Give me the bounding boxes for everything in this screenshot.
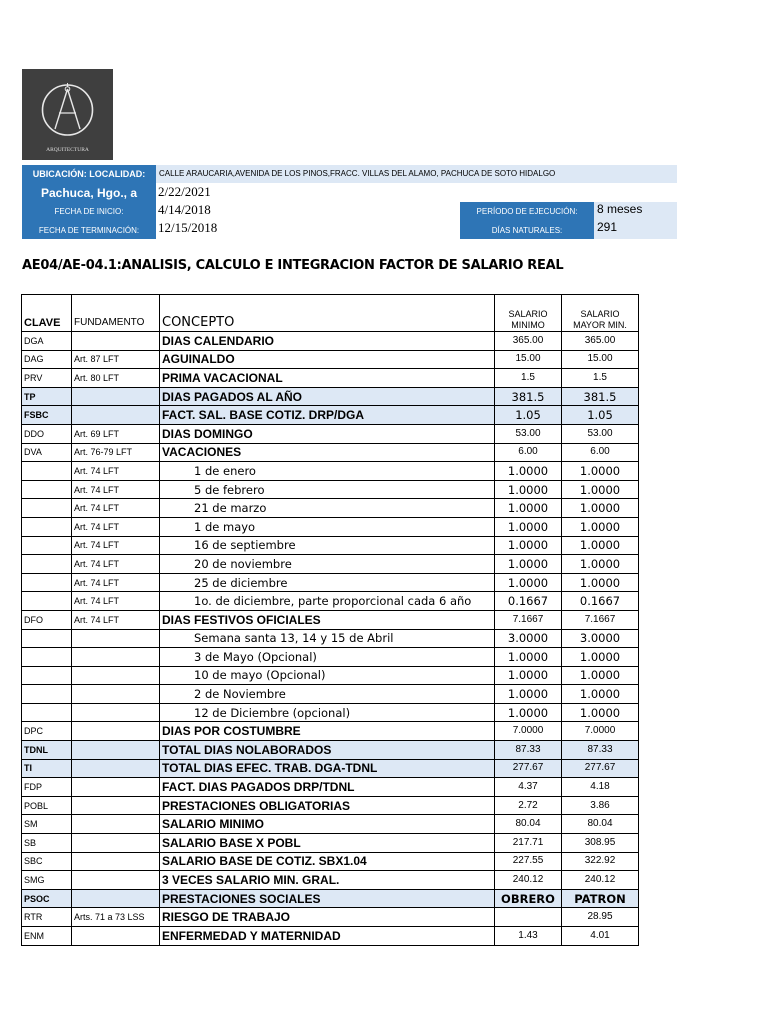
row-concepto: 20 de noviembre: [160, 555, 495, 574]
row-fundamento: [72, 871, 160, 890]
row-clave: [22, 629, 72, 648]
table-row: [22, 332, 639, 351]
table-row: [22, 499, 639, 518]
row-fundamento: Art. 74 LFT: [72, 480, 160, 499]
table-row: [22, 666, 639, 685]
inicio-value: 4/14/2018: [158, 202, 211, 217]
row-salario-mayor: 87.33: [562, 741, 639, 760]
company-logo: [22, 69, 113, 160]
table-row: [22, 573, 639, 592]
row-salario-minimo: 1.0000: [495, 555, 562, 574]
row-fundamento: [72, 685, 160, 704]
row-salario-minimo: 1.0000: [495, 666, 562, 685]
row-fundamento: Art. 74 LFT: [72, 610, 160, 629]
table-row: [22, 406, 639, 425]
table-row: [22, 796, 639, 815]
row-fundamento: Art. 87 LFT: [72, 350, 160, 369]
row-salario-minimo: 2.72: [495, 796, 562, 815]
table-row: [22, 517, 639, 536]
row-fundamento: [72, 741, 160, 760]
row-concepto: TOTAL DIAS EFEC. TRAB. DGA-TDNL: [160, 759, 495, 778]
row-salario-minimo: 1.43: [495, 927, 562, 946]
row-clave: [22, 648, 72, 667]
row-fundamento: Art. 74 LFT: [72, 555, 160, 574]
row-clave: RTR: [22, 908, 72, 927]
row-concepto: DIAS DOMINGO: [160, 424, 495, 443]
row-salario-minimo: 6.00: [495, 443, 562, 462]
row-salario-mayor: 1.0000: [562, 666, 639, 685]
row-concepto: PRESTACIONES OBLIGATORIAS: [160, 796, 495, 815]
row-clave: SM: [22, 815, 72, 834]
row-salario-minimo: 15.00: [495, 350, 562, 369]
ubicacion-label: UBICACIÓN: LOCALIDAD:: [22, 165, 156, 183]
row-clave: SMG: [22, 871, 72, 890]
row-concepto: DIAS POR COSTUMBRE: [160, 722, 495, 741]
row-salario-mayor: 80.04: [562, 815, 639, 834]
row-salario-minimo: 7.1667: [495, 610, 562, 629]
row-concepto: SALARIO BASE DE COTIZ. SBX1.04: [160, 852, 495, 871]
row-salario-mayor: 1.0000: [562, 517, 639, 536]
row-salario-minimo: 277.67: [495, 759, 562, 778]
table-row: [22, 815, 639, 834]
row-concepto: 5 de febrero: [160, 480, 495, 499]
row-concepto: FACT. DIAS PAGADOS DRP/TDNL: [160, 778, 495, 797]
row-concepto: DIAS PAGADOS AL AÑO: [160, 387, 495, 406]
row-clave: [22, 536, 72, 555]
table-row: [22, 778, 639, 797]
row-clave: SBC: [22, 852, 72, 871]
row-salario-mayor: 381.5: [562, 387, 639, 406]
row-salario-minimo: 53.00: [495, 424, 562, 443]
row-fundamento: [72, 722, 160, 741]
row-salario-mayor: 1.05: [562, 406, 639, 425]
row-salario-minimo: 240.12: [495, 871, 562, 890]
row-salario-minimo: 1.5: [495, 369, 562, 388]
table-row: [22, 629, 639, 648]
row-clave: POBL: [22, 796, 72, 815]
row-salario-mayor: 308.95: [562, 834, 639, 853]
row-salario-minimo: 87.33: [495, 741, 562, 760]
row-salario-mayor: 4.01: [562, 927, 639, 946]
row-concepto: 16 de septiembre: [160, 536, 495, 555]
row-salario-minimo: 1.0000: [495, 685, 562, 704]
dias-value: 291: [597, 220, 618, 234]
termino-value: 12/15/2018: [158, 220, 218, 235]
row-salario-minimo: OBRERO: [495, 889, 562, 908]
row-concepto: 12 de Diciembre (opcional): [160, 703, 495, 722]
lugar-label: Pachuca, Hgo., a: [22, 183, 156, 202]
row-clave: SB: [22, 834, 72, 853]
row-salario-minimo: 381.5: [495, 387, 562, 406]
row-clave: PRV: [22, 369, 72, 388]
row-salario-minimo: 1.0000: [495, 648, 562, 667]
table-row: [22, 852, 639, 871]
row-salario-minimo: 365.00: [495, 332, 562, 351]
lugar-value: 2/22/2021: [158, 184, 211, 199]
table-row: [22, 610, 639, 629]
row-clave: [22, 666, 72, 685]
row-concepto: VACACIONES: [160, 443, 495, 462]
row-concepto: DIAS FESTIVOS OFICIALES: [160, 610, 495, 629]
row-salario-minimo: 1.0000: [495, 462, 562, 481]
table-row: [22, 536, 639, 555]
row-salario-minimo: 1.0000: [495, 573, 562, 592]
row-salario-mayor: 3.0000: [562, 629, 639, 648]
row-salario-minimo: 227.55: [495, 852, 562, 871]
row-fundamento: [72, 666, 160, 685]
inicio-label: FECHA DE INICIO:: [22, 202, 156, 221]
row-clave: [22, 703, 72, 722]
table-row: [22, 759, 639, 778]
dias-label: DÍAS NATURALES:: [460, 221, 594, 239]
row-concepto: 3 VECES SALARIO MIN. GRAL.: [160, 871, 495, 890]
row-clave: [22, 517, 72, 536]
periodo-value: 8 meses: [597, 202, 643, 216]
row-salario-minimo: 217.71: [495, 834, 562, 853]
row-concepto: PRESTACIONES SOCIALES: [160, 889, 495, 908]
row-clave: [22, 685, 72, 704]
row-clave: [22, 499, 72, 518]
row-fundamento: Art. 74 LFT: [72, 499, 160, 518]
row-concepto: AGUINALDO: [160, 350, 495, 369]
row-salario-mayor: 1.0000: [562, 536, 639, 555]
row-concepto: DIAS CALENDARIO: [160, 332, 495, 351]
row-salario-mayor: 1.0000: [562, 462, 639, 481]
row-salario-minimo: 4.37: [495, 778, 562, 797]
row-clave: DVA: [22, 443, 72, 462]
row-fundamento: [72, 629, 160, 648]
row-salario-minimo: 0.1667: [495, 592, 562, 611]
table-row: [22, 592, 639, 611]
row-concepto: 21 de marzo: [160, 499, 495, 518]
row-salario-mayor: 0.1667: [562, 592, 639, 611]
table-row: [22, 889, 639, 908]
row-fundamento: Art. 74 LFT: [72, 462, 160, 481]
row-clave: TP: [22, 387, 72, 406]
row-fundamento: [72, 387, 160, 406]
row-fundamento: Art. 80 LFT: [72, 369, 160, 388]
row-clave: [22, 462, 72, 481]
row-salario-mayor: 1.0000: [562, 685, 639, 704]
termino-label: FECHA DE TERMINACIÓN:: [22, 221, 156, 239]
header-clave: CLAVE: [22, 295, 72, 332]
row-salario-minimo: 1.0000: [495, 499, 562, 518]
row-clave: DPC: [22, 722, 72, 741]
table-row: [22, 722, 639, 741]
row-fundamento: Art. 74 LFT: [72, 517, 160, 536]
row-concepto: PRIMA VACACIONAL: [160, 369, 495, 388]
row-concepto: RIESGO DE TRABAJO: [160, 908, 495, 927]
row-concepto: 1o. de diciembre, parte proporcional cada 6 año: [160, 592, 495, 611]
row-clave: [22, 592, 72, 611]
table-row: [22, 369, 639, 388]
row-salario-mayor: 1.0000: [562, 555, 639, 574]
table-row: [22, 927, 639, 946]
row-fundamento: Art. 74 LFT: [72, 592, 160, 611]
row-salario-minimo: 1.0000: [495, 703, 562, 722]
row-salario-mayor: 53.00: [562, 424, 639, 443]
table-row: [22, 834, 639, 853]
table-row: [22, 480, 639, 499]
row-clave: FDP: [22, 778, 72, 797]
row-concepto: 10 de mayo (Opcional): [160, 666, 495, 685]
row-clave: [22, 555, 72, 574]
row-salario-mayor: 3.86: [562, 796, 639, 815]
row-clave: DGA: [22, 332, 72, 351]
row-concepto: 1 de enero: [160, 462, 495, 481]
salary-factor-table: [21, 294, 639, 946]
row-salario-minimo: [495, 908, 562, 927]
table-row: [22, 703, 639, 722]
row-salario-mayor: 15.00: [562, 350, 639, 369]
row-salario-mayor: 365.00: [562, 332, 639, 351]
row-salario-minimo: 80.04: [495, 815, 562, 834]
row-concepto: 1 de mayo: [160, 517, 495, 536]
row-clave: [22, 480, 72, 499]
row-fundamento: [72, 796, 160, 815]
row-fundamento: [72, 778, 160, 797]
row-fundamento: [72, 815, 160, 834]
row-salario-mayor: 1.0000: [562, 573, 639, 592]
row-concepto: FACT. SAL. BASE COTIZ. DRP/DGA: [160, 406, 495, 425]
row-fundamento: Art. 74 LFT: [72, 573, 160, 592]
row-salario-minimo: 1.0000: [495, 536, 562, 555]
row-clave: PSOC: [22, 889, 72, 908]
table-row: [22, 908, 639, 927]
row-fundamento: [72, 406, 160, 425]
table-row: [22, 685, 639, 704]
ubicacion-value: CALLE ARAUCARIA,AVENIDA DE LOS PINOS,FRACC. VILLAS DEL ALAMO, PACHUCA DE SOTO HIDALGO: [159, 169, 556, 178]
row-salario-mayor: 322.92: [562, 852, 639, 871]
row-salario-mayor: 1.0000: [562, 648, 639, 667]
row-concepto: TOTAL DIAS NOLABORADOS: [160, 741, 495, 760]
row-salario-minimo: 1.0000: [495, 480, 562, 499]
row-concepto: 2 de Noviembre: [160, 685, 495, 704]
row-fundamento: [72, 852, 160, 871]
row-fundamento: [72, 889, 160, 908]
table-row: [22, 443, 639, 462]
row-clave: TI: [22, 759, 72, 778]
row-fundamento: [72, 332, 160, 351]
row-fundamento: [72, 703, 160, 722]
row-fundamento: [72, 834, 160, 853]
row-fundamento: [72, 759, 160, 778]
periodo-label: PERÍODO DE EJECUCIÓN:: [460, 202, 594, 221]
row-salario-mayor: 1.5: [562, 369, 639, 388]
header-salario-minimo: SALARIO MINIMO: [495, 295, 562, 332]
row-concepto: 25 de diciembre: [160, 573, 495, 592]
header-fundamento: FUNDAMENTO: [72, 295, 160, 332]
row-fundamento: [72, 648, 160, 667]
row-salario-mayor: 4.18: [562, 778, 639, 797]
row-concepto: 3 de Mayo (Opcional): [160, 648, 495, 667]
header-salario-mayor: SALARIO MAYOR MIN.: [562, 295, 639, 332]
row-concepto: ENFERMEDAD Y MATERNIDAD: [160, 927, 495, 946]
row-clave: DDO: [22, 424, 72, 443]
row-clave: DFO: [22, 610, 72, 629]
table-header-row: [22, 295, 639, 332]
row-clave: DAG: [22, 350, 72, 369]
table-row: [22, 462, 639, 481]
table-row: [22, 648, 639, 667]
table-row: [22, 555, 639, 574]
logo-text: ARQUITECTURA: [46, 147, 89, 153]
table-row: [22, 350, 639, 369]
row-salario-mayor: 1.0000: [562, 480, 639, 499]
row-clave: FSBC: [22, 406, 72, 425]
row-salario-mayor: 1.0000: [562, 499, 639, 518]
row-salario-mayor: PATRON: [562, 889, 639, 908]
row-salario-mayor: 6.00: [562, 443, 639, 462]
row-fundamento: [72, 927, 160, 946]
table-row: [22, 871, 639, 890]
row-salario-minimo: 7.0000: [495, 722, 562, 741]
row-salario-mayor: 1.0000: [562, 703, 639, 722]
header-concepto: CONCEPTO: [160, 295, 495, 332]
row-clave: TDNL: [22, 741, 72, 760]
row-salario-mayor: 28.95: [562, 908, 639, 927]
row-fundamento: Art. 74 LFT: [72, 536, 160, 555]
row-clave: ENM: [22, 927, 72, 946]
row-salario-mayor: 7.1667: [562, 610, 639, 629]
row-concepto: SALARIO MINIMO: [160, 815, 495, 834]
row-fundamento: Arts. 71 a 73 LSS: [72, 908, 160, 927]
row-salario-mayor: 277.67: [562, 759, 639, 778]
row-fundamento: Art. 76-79 LFT: [72, 443, 160, 462]
row-concepto: Semana santa 13, 14 y 15 de Abril: [160, 629, 495, 648]
row-salario-minimo: 3.0000: [495, 629, 562, 648]
page-title: AE04/AE-04.1:ANALISIS, CALCULO E INTEGRACION FACTOR DE SALARIO REAL: [22, 258, 564, 273]
row-salario-mayor: 240.12: [562, 871, 639, 890]
table-row: [22, 387, 639, 406]
row-salario-minimo: 1.05: [495, 406, 562, 425]
row-clave: [22, 573, 72, 592]
row-concepto: SALARIO BASE X POBL: [160, 834, 495, 853]
row-fundamento: Art. 69 LFT: [72, 424, 160, 443]
table-row: [22, 424, 639, 443]
row-salario-minimo: 1.0000: [495, 517, 562, 536]
row-salario-mayor: 7.0000: [562, 722, 639, 741]
table-row: [22, 741, 639, 760]
